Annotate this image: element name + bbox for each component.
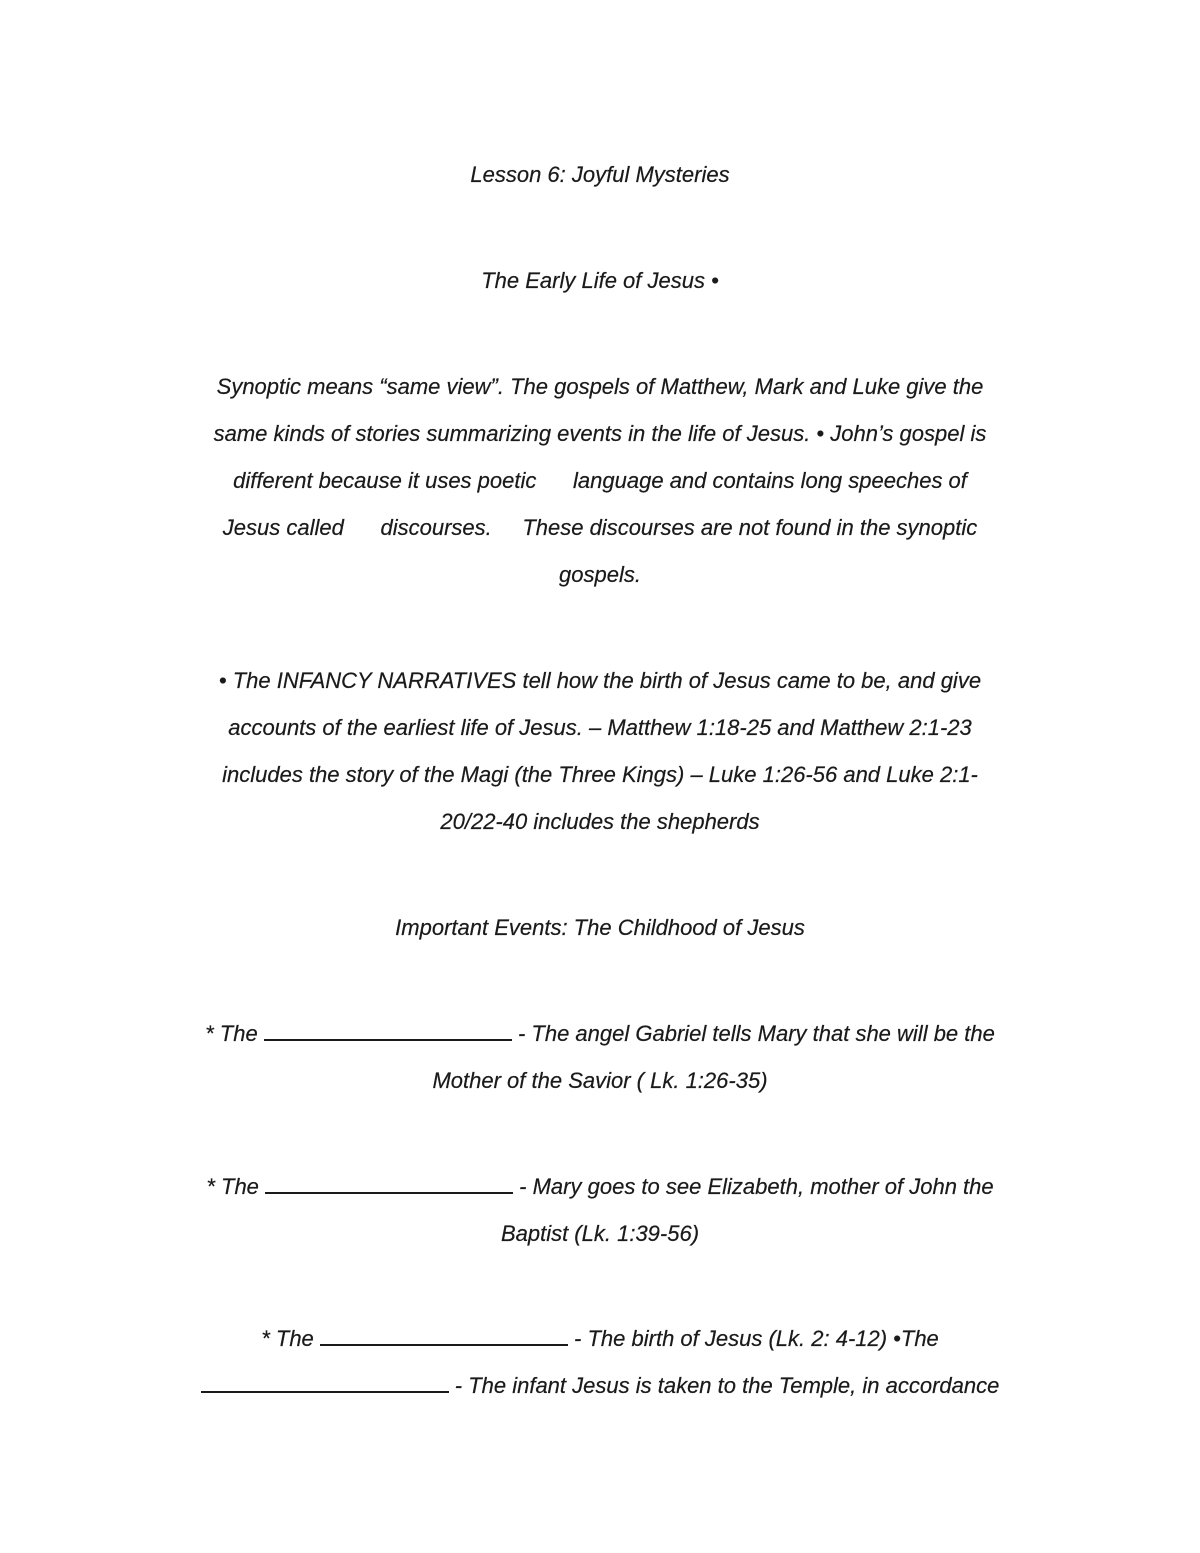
event-line-continued: Baptist (Lk. 1:39-56)	[500, 1221, 700, 1246]
event-description: - Mary goes to see Elizabeth, mother of John the	[519, 1174, 994, 1199]
section-subtitle: The Early Life of Jesus •	[481, 268, 719, 293]
event-description: - The angel Gabriel tells Mary that she will be the	[517, 1021, 995, 1046]
event-description: - The infant Jesus is taken to the Temple, in accordance	[454, 1373, 1000, 1398]
paragraph-line: 20/22-40 includes the shepherds	[440, 809, 760, 834]
paragraph-line: Jesus called discourses. These discourses are not found in the synoptic	[222, 515, 978, 540]
paragraph-line: • The INFANCY NARRATIVES tell how the birth of Jesus came to be, and give	[218, 668, 982, 693]
event-line	[0, 1324, 1200, 1354]
event-prefix: * The	[206, 1174, 259, 1199]
paragraph-line: accounts of the earliest life of Jesus. – Matthew 1:18-25 and Matthew 2:1-23	[228, 715, 972, 740]
paragraph-line: different because it uses poetic language and contains long speeches of	[233, 468, 967, 493]
fill-in-blank[interactable]	[265, 1172, 513, 1194]
fill-in-blank[interactable]	[201, 1371, 449, 1393]
event-description: - The birth of Jesus (Lk. 2: 4-12) •The	[574, 1326, 939, 1351]
paragraph-line: gospels.	[559, 562, 641, 587]
paragraph-line: same kinds of stories summarizing events in the life of Jesus. • John’s gospel is	[213, 421, 987, 446]
paragraph-line: Synoptic means “same view”. The gospels of Matthew, Mark and Luke give the	[216, 374, 984, 399]
paragraph-line: includes the story of the Magi (the Three Kings) – Luke 1:26-56 and Luke 2:1-	[222, 762, 978, 787]
fill-in-blank[interactable]	[264, 1019, 512, 1041]
event-line-continued	[0, 1371, 1200, 1401]
event-prefix: * The	[261, 1326, 314, 1351]
event-line	[0, 1172, 1200, 1202]
event-line-continued: Mother of the Savior ( Lk. 1:26-35)	[432, 1068, 768, 1093]
events-heading: Important Events: The Childhood of Jesus	[395, 915, 805, 940]
fill-in-blank[interactable]	[320, 1324, 568, 1346]
event-prefix: * The	[205, 1021, 258, 1046]
event-line	[0, 1019, 1200, 1049]
lesson-title: Lesson 6: Joyful Mysteries	[470, 162, 730, 187]
